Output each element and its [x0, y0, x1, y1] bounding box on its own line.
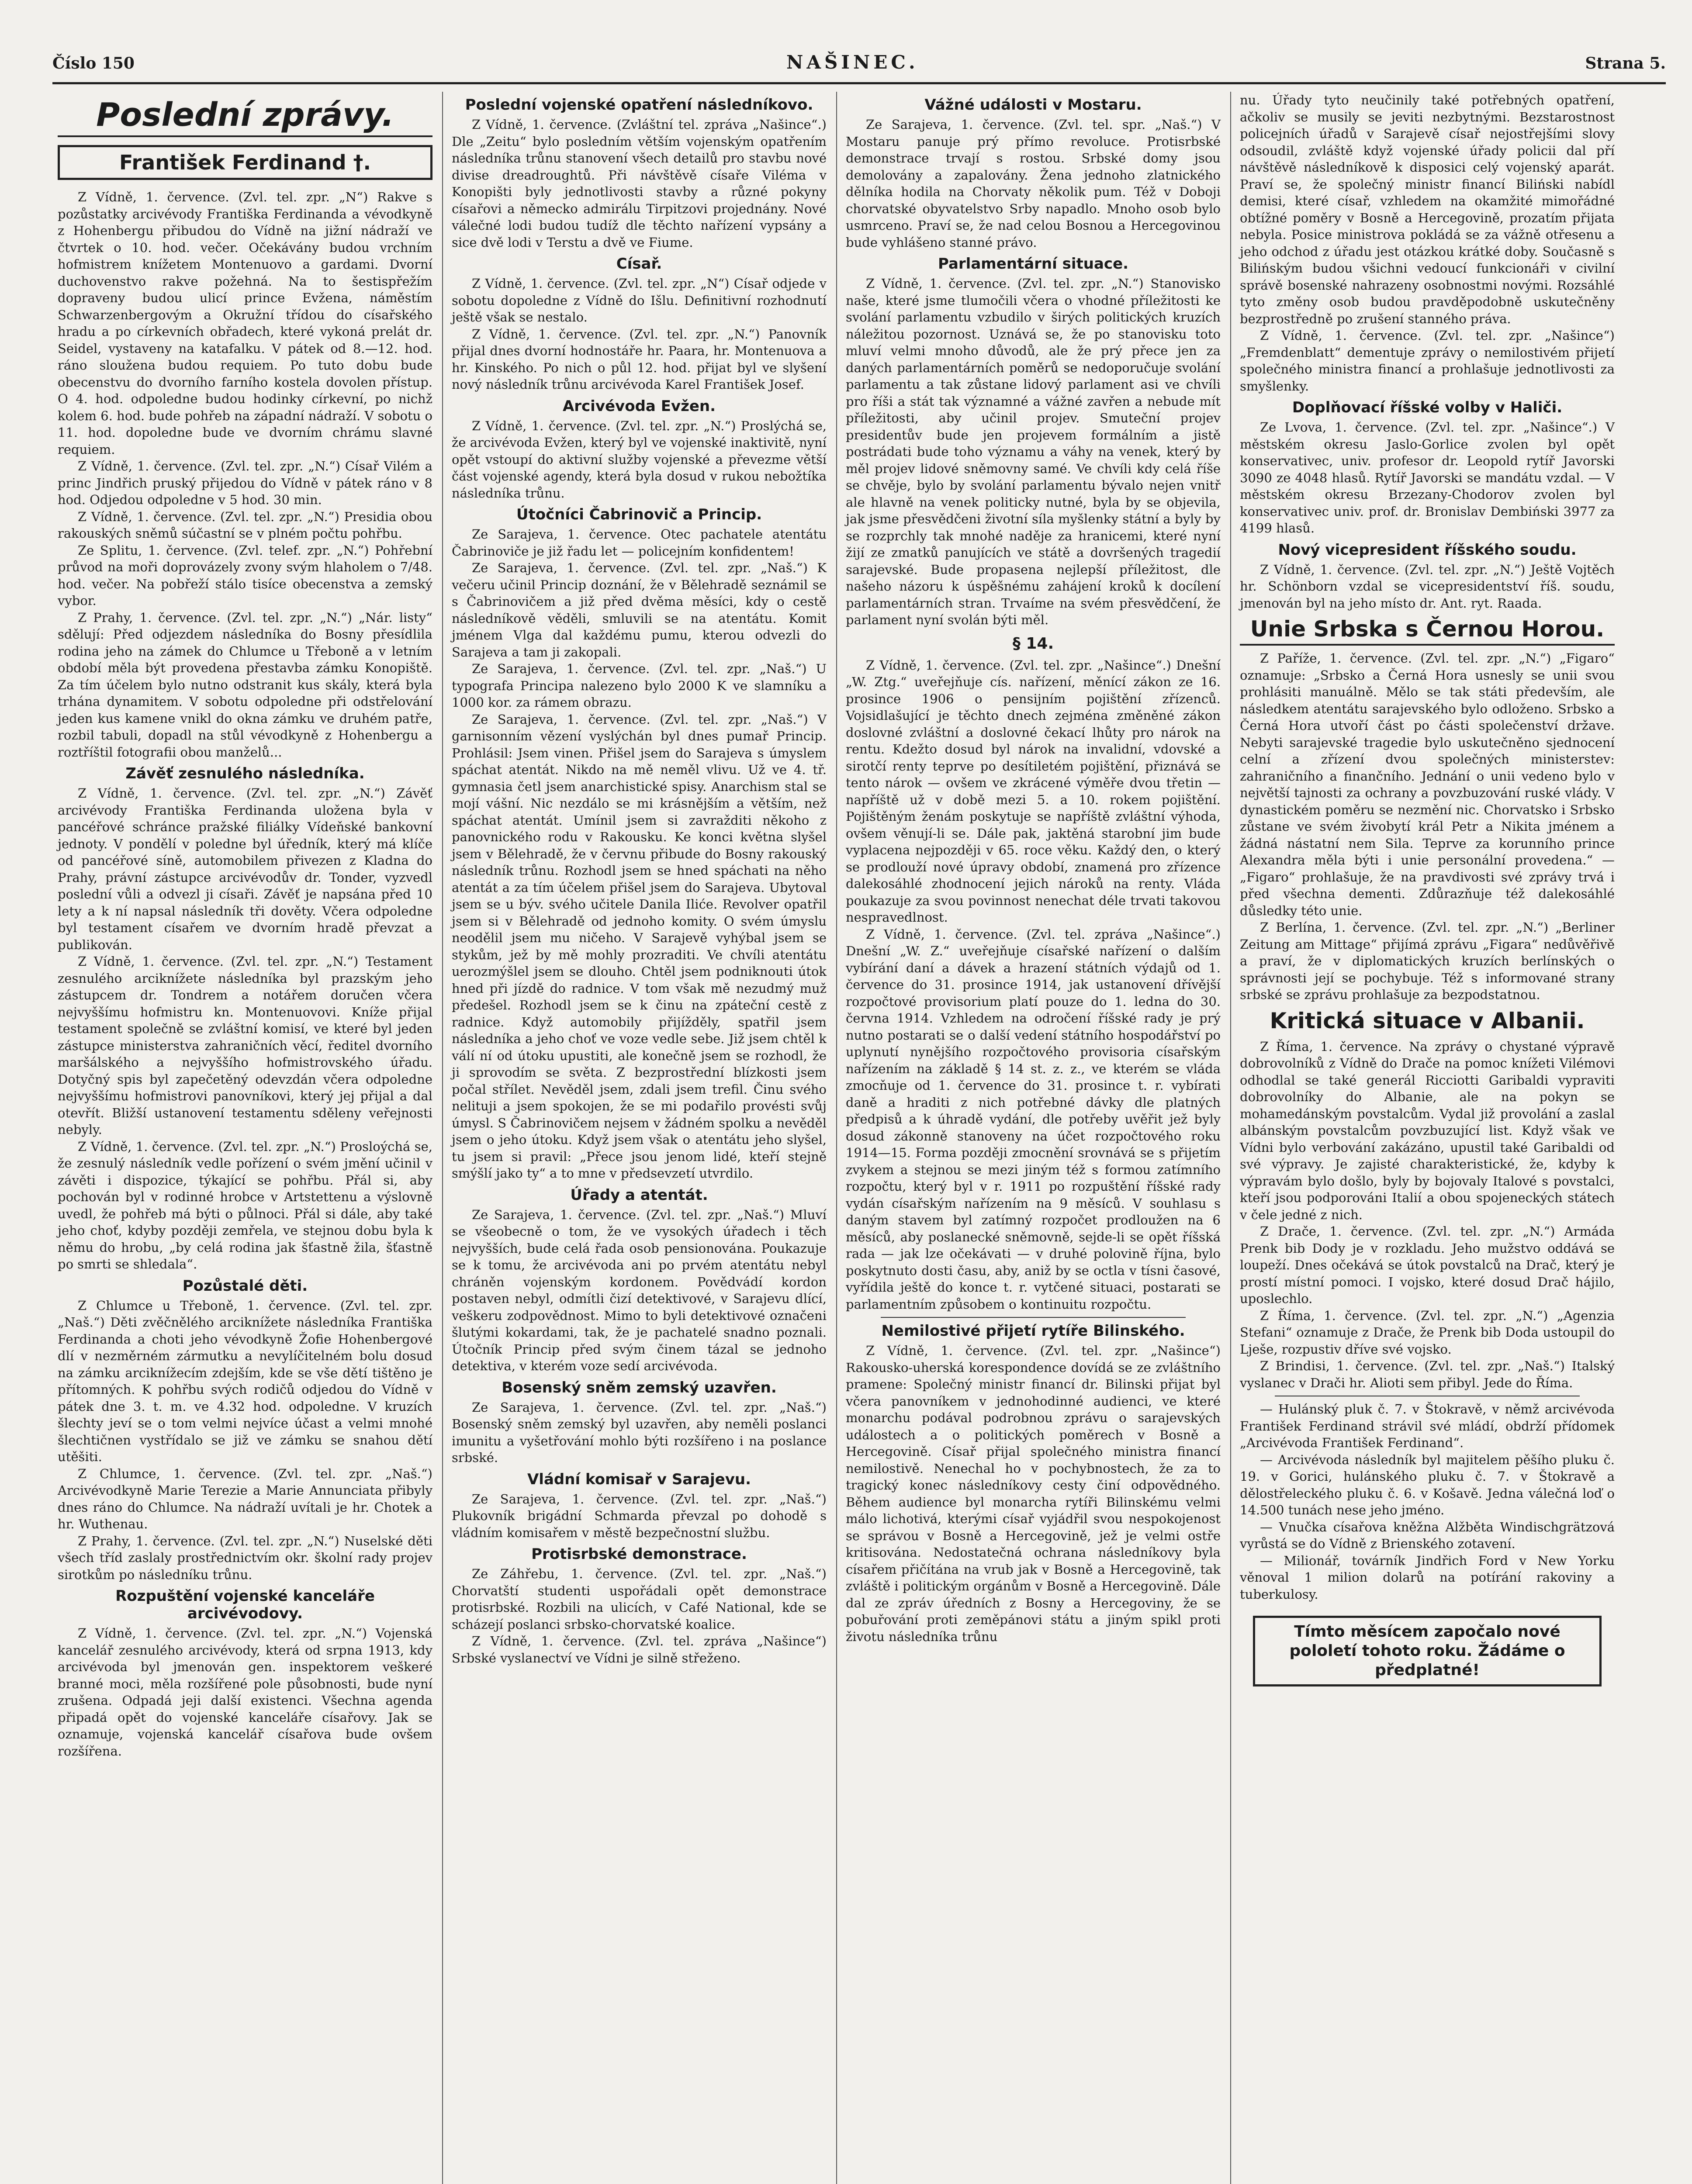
article-paragraph: Z Vídně, 1. července. (Zvl. tel. zpr. „N“) Rakve s pozůstatky arcivévody Františka Ferdinanda a vévodkyně z Hohenbergu přibudou do Vídně na jižní nádraží ve čtvrtek o 10. hod. večer. Očekávány budou vrchním hofmistrem knížetem Montenuovo a gardami. Dvorní duchovenstvo rakve požehná. Na to šestispřežím dopraveny budou ulicí prince Evžena, náměstím Schwarzenbergovým a Okružní třídou do císařského hradu a po církevních obřadech, které vykoná prelát dr. Seidel, vystaveny na katafalku. V pátek od 8.—12. hod. ráno sloužena budou requiem. Po tuto dobu bude obecenstvu do dvorního farního kostela dovolen přístup. O 4. hod. odpoledne budou hodinky církevní, po nichž kolem 6. hod. bude pohřeb na západní nádraží. V sobotu o 11. hod. dopoledne bude ve dvorním chrámu slavné requiem.: [58, 190, 433, 457]
article-paragraph: Z Vídně, 1. července. (Zvl. tel. zpr. „N.“) Vojenská kancelář zesnulého arcivévody, která od srpna 1913, kdy arcivévoda byl jmenován gen. inspektorem veškeré branné moci, měla rozšířené pole působnosti, bude nyní zrušena. Odpadá jeji další existenci. Všechna agenda připadá opět do vojenské kanceláře císařovy. Jak se oznamuje, vojenská kancelář císařova bude ovšem rozšířena.: [58, 1626, 433, 1759]
article-paragraph: Z Vídně, 1. července. (Zvl. tel. zpr. „Našince“.) Dnešní „W. Ztg.“ uveřejňuje cís. nařízení, měnící zákon ze 16. prosince 1906 o pensijním pojištění zřízenců. Vojsidlašující je těchto dnech zejména změněné zákon doslovné zvláštní a doslovné čekací lhůty pro nárok na rentu. Kdežto dosud byl nárok na invalidní, vdovské a sirotčí renty teprve po desítiletém pojištění, přiznává se tento nárok — ovšem ve zkrácené výměře dvou třetin — napříště už v době mezi 5. a 10. rokem pojištění. Pojištěným ženám poskytuje se napříště zvláštní výhoda, ovšem věnují-li se. Dále pak, jaktěná starobní jim bude vyplacena nejpozději v 65. roce věku. Každý den, o který se prodlouží nové úpravy období, znamená pro zřízence dalekosáhlé zhodnocení jejich nároků na renty. Vláda poukazuje za svou povinnost nenechat déle trvati takovou nespravedlnost.: [846, 657, 1221, 925]
article-paragraph: Z Prahy, 1. července. (Zvl. tel. zpr. „N.“) Nuselské děti všech tříd zaslaly prostřednictvím okr. školní rady projev sirotkům po následníku trůnu.: [58, 1533, 433, 1582]
article-paragraph: Z Chlumce, 1. července. (Zvl. tel. zpr. „Naš.“) Arcivévodkyně Marie Terezie a Marie Annunciata přibyly dnes ráno do Chlumce. Na nádraží uvítali je hr. Chotek a hr. Wuthenau.: [58, 1466, 433, 1531]
boxed-headline: František Ferdinand †.: [58, 145, 433, 180]
subheading: Bosenský sněm zemský uzavřen.: [502, 1379, 777, 1396]
article-paragraph: Ze Záhřebu, 1. července. (Zvl. tel. zpr. „Naš.“) Chorvatští studenti uspořádali opět demonstrace protisrbské. Rozbili na ulicích, v Café National, kde se scházejí poslanci srbsko-chorvatské koalice.: [452, 1566, 827, 1632]
column-4: [1230, 92, 1624, 2184]
subheading: Nový vicepresident říšského soudu.: [1278, 541, 1577, 559]
subheading: Rozpuštění vojenské kanceláře arcivévodovy.: [115, 1587, 375, 1622]
subheading: Poslední vojenské opatření následníkovo.: [465, 96, 813, 114]
article-paragraph: Z Vídně, 1. července. (Zvláštní tel. zpráva „Našince“.) Dle „Zeitu“ bylo posledním větším vojenským opatřením následníka trůnu stanovení všech detailů pro stavbu nové divise dreadroughtů. Při návštěvě císaře Viléma v Konopišti byly jednotlivosti stavby a různé pokyny císařovi a německo admirálu Tirpitzovi projednány. Nové válečné lodi budou tudíž dle těchto nařízení vypsány a sice dvě lodi v Terstu a dvě ve Fiume.: [452, 117, 827, 250]
section-title: Poslední zprávy.: [58, 96, 433, 137]
article-paragraph: Z Prahy, 1. července. (Zvl. tel. zpr. „N.“) „Nár. listy“ sdělují: Před odjezdem následníka do Bosny přesídlila rodina jeho na zámek do Chlumce u Třeboně a v letním období měla být provedena přestavba zámku Konopiště. Za tím účelem bylo nutno odstranit kus skály, která byla trhána dynamitem. V sobotu odpoledne při odstřelování jeden kus kamene vnikl do okna zámku ve druhém patře, rozbil tabuli, dopadl na stůl vévodkyně z Hohenbergu a roztříštil fotografii obou manželů...: [58, 610, 433, 760]
article-paragraph: Ze Sarajeva, 1. července. (Zvl. tel. zpr. „Naš.“) U typografa Principa nalezeno bylo 2000 K ve slamníku a 1000 kor. za rámem obrazu.: [452, 661, 827, 710]
article-paragraph: — Vnučka císařova kněžna Alžběta Windischgrätzová vyrůstá se do Vídně z Brienského zotavení.: [1240, 1519, 1615, 1551]
page-number: Strana 5.: [1585, 54, 1666, 73]
subscription-notice: Tímto měsícem započalo nové pololetí tohoto roku. Žádáme o předplatné!: [1253, 1616, 1602, 1686]
article-paragraph: Z Chlumce u Třeboně, 1. července. (Zvl. tel. zpr. „Naš.“) Děti zvěčnělého arciknížete následníka Františka Ferdinanda a choti jeho vévodkyně Žofie Hohenbergové dlí v nezměrném zármutku a nevylíčitelném bolu dosud na zámku arciknížecím zdejším, kde se vše dětí tištěno je přítomných. K pohřbu svých rodičů odjedou do Vídně v pátek dne 3. t. m. ve 4.32 hod. odpoledne. V kruzích šlechty jeví se o tom velmi nejvíce účast a velmi mnohé šlechtičnen vystřídalo se již ve zámku se snahou dětí utěšiti.: [58, 1298, 433, 1464]
subheading: Závěť zesnulého následníka.: [125, 765, 365, 782]
article-paragraph: Z Vídně, 1. července. (Zvl. tel. zpr. „N.“) Ještě Vojtěch hr. Schönborn vzdal se vicepresidentství říš. soudu, jmenován byl na jeho místo dr. Ant. ryt. Raada.: [1240, 562, 1615, 611]
article-paragraph: — Milionář, továrník Jindřich Ford v New Yorku věnoval 1 milion dolarů na potírání rakoviny a tuberkulosy.: [1240, 1553, 1615, 1602]
article-paragraph: Z Vídně, 1. července. (Zvl. tel. zpr. „N.“) Závěť arcivévody Františka Ferdinanda uložena byla v pancéřové schránce pražské filiálky Vídeňské bankovní jednoty. V pondělí v poledne byl úředník, který má klíče od pancéřové síně, automobilem přivezen z Kladna do Prahy, právní zástupce arcivévodův dr. Tonder, vyzvedl poslední vůli a odvezl ji císaři. Závěť je napsána před 10 lety a k ní napsal následník tři dověty. Včera odpoledne byl testament císařem ve dvorním hradě převzat a publikován.: [58, 786, 433, 952]
column-1: [48, 92, 443, 2184]
article-paragraph: Z Vídně, 1. července. (Zvl. tel. zpr. „N.“) Císař Vilém a princ Jindřich pruský přijedou do Vídně v pátek ráno v 8 hod. Odjedou odpoledne v 5 hod. 30 min.: [58, 459, 433, 507]
article-paragraph: Z Vídně, 1. července. (Zvl. tel. zpr. „N.“) Testament zesnulého arciknížete následníka byl prazským jeho zástupcem dr. Tondrem a notářem doručen včera nejvyššímu hofmistru kn. Montenuovovi. Kníže přijal testament společně se zvláštní komisí, ve které byl jeden zástupce ministerstva zahraničních věcí, ředitel dvorního maršálského a nejvyššího hofmistrovského úřadu. Dotyčný spis byl zapečetěný odevzdán včera odpoledne nejvyššímu hofmistrovi panovníkovi, který jej přijal a dal otevřít. Bližší ustanovení testamentu sděleny veřejnosti nebyly.: [58, 954, 433, 1137]
article-paragraph: Z Vídně, 1. července. (Zvl. tel. zpr. „N.“) Stanovisko naše, které jsme tlumočili včera o vhodné příležitosti ke svolání parlamentu vzbudilo v širých politických kruzích náležitou pozornost. Uznává se, že po stanovisku toto mluví velmi mnoho důvodů, ale že prý přece jen za daných parlamentárních poměrů se nedoporučuje svolání parlamentu a tak zůstane lidový parlament asi ve chvíli pro říši a stát tak významné a vážné zavřen a nebude mít příležitosti, aby učinil projev. Smuteční projev presidentův bude jen projevem formálním a jistě postrádati bude toho významu a váhy na venek, který by měl projev lidové sněmovny samé. Ve chvíli kdy celá říše se chvěje, bylo by svolání parlamentu bývalo nejen vnitř ale hlavně na venek politicky nutné, byla by se objevila, jak jsme přesvědčeni životní síla myšlenky státní a byly by se rozprchly tak mnohé naděje za hranicemi, které nyní žijí ze zmatků panujících ve státě a dovršených tragedií sarajevské. Bude propasena nejlepší příležitost, dle našeho názoru k úspěšnému zahájení kroků k docílení parlamentárních stran. Trvaíme na svém přesvědčení, že parlament nyní svolán býti měl.: [846, 276, 1221, 627]
article-paragraph: nu. Úřady tyto neučinily také potřebných opatření, ačkoliv se musily se jeviti nezbytnými. Bezstarostnost policejních úřadů v Sarajevě císař nejostřejšími slovy odsoudil, zvláště když vojenské úřady policii dal pří návštěvě následníkově k disposici celý vojenský aparát. Praví se, že společný ministr financí Biliński nabídl demisi, které císař, vzhledem na okamžité mimořádné obtížné poměry v Bosně a Hercegovině, prozatím přijata nebyla. Posice ministrova pokládá se za vážně otřesenu a jeho odchod z úřadu jest otázkou krátké doby. Současně s Bilińským budou všichni vedoucí funkcionáři v civilní správě bosenské nahrazeny osobnostmi novými. Rozsáhlé tyto změny osob budou pravděpodobně uskutečněny bezprostředně po zrušení stanného práva.: [1240, 93, 1615, 326]
subheading: Císař.: [616, 255, 662, 273]
article-paragraph: Z Říma, 1. července. Na zprávy o chystané výpravě dobrovolníků z Vídně do Drače na pomoc knížeti Vilémovi odhodlal se také generál Ricciotti Garibaldi vypraviti dobrovolníky do Albanie, ale na pokyn se mohamedánským povstalcům. Vydal již provolání a zaslal albánským povstalcům povzbuzující list. Když však ve Vídni bylo verbování zakázáno, upustil také Garibaldi od své výpravy. Je zajisté charakteristické, že, kdyby k výpravám bylo došlo, byly by bojovaly Italové s povstalci, kteří jsou podporováni Italií a obou spojeneckých státech v čele jedné z nich.: [1240, 1039, 1615, 1222]
article-paragraph: Ze Sarajeva, 1. července. (Zvl. tel. zpr. „Naš.“) Mluví se všeobecně o tom, že ve vysokých úřadech i těch nejvyšších, bude celá řada osob pensionována. Poukazuje se k tomu, že arcivévoda ani po prvém atentátu nebyl chráněn vojenským kordonem. Povědvádí kordon postaven nebyl, odmítli čizí detektivové, v Sarajevu dlící, veškeru zodpovědnost. Mimo to byli detektivové označeni šlutými kokardami, tak, že je pachatelé snadno poznali. Útočník Princip před svým činem tázal se jednoho detektiva, v kterém voze sedí arcivévoda.: [452, 1207, 827, 1373]
article-paragraph: Z Vídně, 1. července. (Zvl. tel. zpr. „Našince“) Rakousko-uherská korespondence dovídá se ze zvláštního pramene: Společný ministr financí dr. Bilinski přijat byl včera panovníkem v jednohodinné audienci, ve které monarchu podával podrobnou zprávu o sarajevských událostech a o politických poměrech v Bosně a Hercegovině. Císař přijal společného ministra financí nemilostivě. Nenechal ho v pochybnostech, že za to tragický konec následníkovy cesty činí odpovědného. Během audience byl monarcha rytíři Bilinskému velmi málo lichotivá, kterými císař vyjádřil svou nespokojenost se správou v Bosně a Hercegovině, jež je velmi ostře kritisována. Nedostatečná ochrana následníkovy byla císařem přičítána na vrub jak v Bosně a Hercegovině, tak zvláště i politickým orgánům v Bosně a Hercegovině. Dále dal ze zpráv úředních z Bosny a Hercegoviny, že se pobuřování proti zeměpánovi státu a jiným spikl proti životu následníka trůnu: [846, 1343, 1221, 1644]
issue-number: Číslo 150: [52, 54, 135, 73]
headline: Unie Srbska s Černou Horou.: [1240, 616, 1615, 646]
article-paragraph: Ze Lvova, 1. července. (Zvl. tel. zpr. „Našince“.) V městském okresu Jaslo-Gorlice zvolen byl opět konservativec, univ. profesor dr. Leopold rytíř Javorski 3090 ze 4048 hlasů. Rytíř Javorski se mandátu vzdal. — V městském okresu Brzezany-Chodorov zvolen byl konservativec univ. prof. dr. Bronislav Dembiński 3977 za 4199 hlasů.: [1240, 420, 1615, 536]
article-paragraph: Z Vídně, 1. července. (Zvl. tel. zpráva „Našince“.) Dnešní „W. Z.“ uveřejňuje císařské nařízení o dalším vybírání daní a dávek a hrazení státních výdajů od 1. července do 31. prosince 1914, jak ustanovení dřívější rozpočtové provisorium platí pouze do 1. ledna do 30. června 1914. Vzhledem na odročení říšské rady je prý nutno postarati se o další vedení státního hospodářství po uplynutí nynějšího rozpočtového provisoria císařským nařízením na základě § 14 st. z. z., ve kterém se vláda zmocňuje od 1. července do 31. prosince t. r. vybírati daně a hraditi z nich potřebné dávky dle platných předpisů a k úhradě vydání, dle potřeby uvěřit jež byly dosud zákonně stanoveny na účet rozpočtového roku 1914—15. Forma později zmocnění srovnává se s přijetím zvykem a stejnou se mezi jiným též s formou zatímního rozpočtu, který byl v r. 1911 po rozpuštění říšské rady vydán císařským nařízením na 9 měsíců. V souhlasu s daným stavem byl zatímný rozpočet prodloužen na 6 měsíců, aby poslanecké sněmovně, sejde-li se opět říšská rada — jak lze očekávati — v druhé polovině října, bylo poskytnuto dosti času, aby, aniž by se octla v tísni časové, vyřídila ještě do konce t. r. vytčené situaci, postarati se parlamentním způsobem o kontinuitu rozpočtu.: [846, 926, 1221, 1312]
article-paragraph: Z Brindisi, 1. července. (Zvl. tel. zpr. „Naš.“) Italský vyslanec v Drači hr. Alioti sem přibyl. Jede do Říma.: [1240, 1358, 1615, 1390]
article-paragraph: Ze Splitu, 1. července. (Zvl. telef. zpr. „N.“) Pohřební průvod na moři doprovázely zvony svým hlaholem o 7/48. hod. večer. Na pobřeží stálo tisíce obecenstva a zemský vybor.: [58, 543, 433, 608]
subheading: Útočníci Čabrinovič a Princip.: [516, 506, 762, 523]
article-paragraph: Z Berlína, 1. července. (Zvl. tel. zpr. „N.“) „Berliner Zeitung am Mittage“ přijímá zprávu „Figara“ nedůvěřivě a praví, že v diplomatických kruzích berlínských o správnosti její se pochybuje. Též s informované strany srbské se zprávu prohlašuje za bezpodstatnou.: [1240, 920, 1615, 1002]
subheading: Vládní komisař v Sarajevu.: [527, 1470, 751, 1488]
article-paragraph: Z Vídně, 1. července. (Zvl. tel. zpr. „N.“) Prosloýchá se, že zesnulý následník vedle pořízení o svém jmění učinil v závěti i dispozice, týkající se pohřbu. Přál si, aby pochován byl v rodinné hrobce v Artstettenu a výslovně uvedl, že pohřeb má býti o půlnoci. Přál si dále, aby také jeho choť, kdyby později zemřela, ve stejnou dobu byla k němu do hrobu, „by celá rodina jak šťastně žila, šťastně po smrti se shledala“.: [58, 1139, 433, 1272]
article-paragraph: — Hulánský pluk č. 7. v Štokravě, v němž arcivévoda František Ferdinand strávil své mládí, obdrží přídomek „Arcivévoda František Ferdinand“.: [1240, 1402, 1615, 1450]
article-paragraph: Ze Sarajeva, 1. července. (Zvl. tel. zpr. „Naš.“) K večeru učinil Princip doznání, že v Bělehradě seznámil se s Čabrinovičem a již před dvěma měsíci, kdy o cestě následníkově věděli, smluvili se na atentátu. Komit jménem Vlga dal každému pumu, kterou odvezli do Sarajeva a tam ji zakopali.: [452, 560, 827, 660]
article-paragraph: Z Vídně, 1. července. (Zvl. tel. zpráva „Našince“) Srbské vyslanectví ve Vídni je silně střeženo.: [452, 1634, 827, 1666]
subheading: Arcivévoda Evžen.: [562, 397, 716, 415]
article-paragraph: Ze Sarajeva, 1. července. (Zvl. tel. zpr. „Naš.“) Plukovník brigádní Schmarda převzal po dohodě s vládním komisařem v městě bezpečnostní službu.: [452, 1491, 827, 1540]
article-paragraph: Ze Sarajeva, 1. července. (Zvl. tel. zpr. „Naš.“) Bosenský sněm zemský byl uzavřen, aby neměli poslanci imunitu a vyšetřování mohlo býti rozšířeno i na poslance srbské.: [452, 1400, 827, 1465]
subheading: Nemilostivé přijetí rytíře Bilinského.: [881, 1322, 1185, 1340]
subheading: Vážné události v Mostaru.: [924, 96, 1142, 114]
divider: [881, 1317, 1186, 1318]
article-paragraph: Z Vídně, 1. července. (Zvl. tel. zpr. „N.“) Presidia obou rakouských sněmů súčastní se v plném počtu pohřbu.: [58, 509, 433, 541]
subheading: Úřady a atentát.: [570, 1186, 708, 1204]
article-paragraph: Z Vídně, 1. července. (Zvl. tel. zpr. „N“) Císař odjede v sobotu dopoledne z Vídně do Išlu. Definitivní rozhodnutí ještě však se nestalo.: [452, 276, 827, 325]
column-3: [836, 92, 1231, 2184]
subheading: Protisrbské demonstrace.: [531, 1545, 747, 1563]
column-2: [442, 92, 837, 2184]
masthead-title: NAŠINEC.: [786, 52, 919, 73]
subheading: Pozůstalé děti.: [182, 1277, 308, 1295]
article-paragraph: Ze Sarajeva, 1. července. (Zvl. tel. spr. „Naš.“) V Mostaru panuje prý přímo revoluce. Protisrbské demonstrace trvají s rostou. Srbské domy jsou demolovány a zapalovány. Žena jednoho zlatnického dělníka hodila na Chorvaty několik pum. Též v Doboji chorvatské obyvatelstvo Srby napadlo. Mnoho osob bylo usmrceno. Praví se, že nad celou Bosnou a Hercegovinou bude vyhlášeno stanné právo.: [846, 117, 1221, 250]
section-mark: § 14.: [1012, 634, 1054, 653]
article-paragraph: Z Paříže, 1. července. (Zvl. tel. zpr. „N.“) „Figaro“ oznamuje: „Srbsko a Černá Hora usnesly se unii svou prohlásiti manuálně. Mělo se tak státi především, ale následkem atentátu sarajevského bylo odloženo. Srbsko a Černá Hora utvoří část po části společenství države. Nebyti sarajevské tragedie bylo uskutečněno sjednocení celní a zřízení dvou společných ministerstev: zahraničního a finančního. Jednání o unii vedeno bylo v největší tajnosti za ochrany a povzbuzování ruské vlády. V dynastickém poměru se nezmění nic. Chorvatsko i Srbsko zůstane ve svém živobytí král Petr a Nikita jménem a žádná nástatní nem Sila. Teprve za korunního prince Alexandra měla býti i unie personální provedena.“ — „Figaro“ prohlašuje, že na pravdivosti své zprávy trvá i před všechna dementi. Zdůrazňuje též dalekosáhlé důsledky této unie.: [1240, 651, 1615, 918]
article-paragraph: Ze Sarajeva, 1. července. Otec pachatele atentátu Čabrinoviče je již řadu let — policejním konfidentem!: [452, 527, 827, 559]
article-paragraph: Z Říma, 1. července. (Zvl. tel. zpr. „N.“) „Agenzia Stefani“ oznamuje z Drače, že Prenk bib Doda ustoupil do Lješe, rozpustiv dříve své vojsko.: [1240, 1308, 1615, 1357]
article-paragraph: Z Vídně, 1. července. (Zvl. tel. zpr. „Našince“) „Fremdenblatt“ dementuje zprávy o nemilostivém přijetí společného ministra financí a prohlašuje jednotlivosti za smyšlenky.: [1240, 328, 1615, 394]
article-paragraph: — Arcivévoda následník byl majitelem pěšího pluku č. 19. v Gorici, hulánského pluku č. 7. v Štokravě a dělostřeleckého pluku č. 6. v Košavě. Jedna válečná loď o 14.500 tunách nese jeho jméno.: [1240, 1452, 1615, 1517]
subheading: Doplňovací říšské volby v Haliči.: [1292, 399, 1563, 416]
article-paragraph: Ze Sarajeva, 1. července. (Zvl. tel. zpr. „Naš.“) V garnisonním vězení vyslýchán byl dnes pumař Princip. Prohlásil: Jsem vinen. Přišel jsem do Sarajeva s úmyslem spáchat atentát. Nikdo na mě neměl vlivu. Už ve 4. tř. gymnasia četl jsem anarchistické spisy. Anarchism stal se mojí vášní. Nic nezdálo se mi krásnějším a větším, než spáchat atentát. Umínil jsem si zavražditi někoho z panovnického rodu v Rakousku. Ke konci května slyšel jsem v Bělehradě, že v červnu přibude do Bosny rakouský následník trůnu. Rozhodl jsem se hned spáchati na něho atentát a za tím účelem přišel jsem do Sarajeva. Ubytoval jsem se u býv. svého učitele Danila Iliće. Revolver opatřil jsem si v Bělehradě od jednoho komity. O svém úmyslu neodělil jsem mu ničeho. V Sarajevě vyhýbal jsem se stykům, jež by mě mohly prozraditi. Ve chvíli atentátu uerozmýšlel jsem se dlouho. Chtěl jsem podniknouti útok hned při jízdě do radnice. V tom však mě nezudmý muž předešel. Rozhodl jsem se k činu na zpáteční cestě z radnice. Když automobily přijížděly, spatřil jsem následníka a jeho choť ve voze vedle sebe. Již jsem chtěl k válí ní od útoku upustiti, ale konečně jsem se rozhodl, že ji sprovodím se světa. Z bezprostřední blízkosti jsem počal střílet. Nevěděl jsem, zdali jsem trefil. Činu svého nelituji a jsem spokojen, že se mi podařilo provésti svůj úmysl. S Čabrinovičem nejsem v žádném spolku a nevěděl jsem o jeho útoku. Když jsem však o atentátu jeho slyšel, tu jsem si pravil: „Přece jsou jenom lidé, kteří stejně smýšlí jako ty“ a to mne v předsevzetí utvrdilo.: [452, 712, 827, 1181]
page-header: [52, 52, 1666, 84]
article-paragraph: Z Vídně, 1. července. (Zvl. tel. zpr. „N.“) Proslýchá se, že arcivévoda Evžen, který byl ve vojenské inaktivitě, nyní opět vstoupí do aktivní služby vojenské a převezme větší část vojenské agendy, která byla dosud v rukou nebožtíka následníka trůnu.: [452, 418, 827, 501]
subheading: Parlamentární situace.: [938, 255, 1129, 273]
headline: Kritická situace v Albanii.: [1270, 1008, 1585, 1033]
article-paragraph: Z Drače, 1. července. (Zvl. tel. zpr. „N.“) Armáda Prenk bib Dody je v rozkladu. Jeho mužstvo oddává se loupeží. Dnes očekává se útok povstalců na Drač, který je prostí místní pomoci. I vojsko, které dosud Drač hájilo, uposlechlo.: [1240, 1224, 1615, 1306]
article-paragraph: Z Vídně, 1. července. (Zvl. tel. zpr. „N.“) Panovník přijal dnes dvorní hodnostáře hr. Paara, hr. Montenuova a hr. Kinského. Po nich o půl 12. hod. přijat byl ve slyšení nový následník trůnu arcivévoda Karel František Josef.: [452, 326, 827, 392]
